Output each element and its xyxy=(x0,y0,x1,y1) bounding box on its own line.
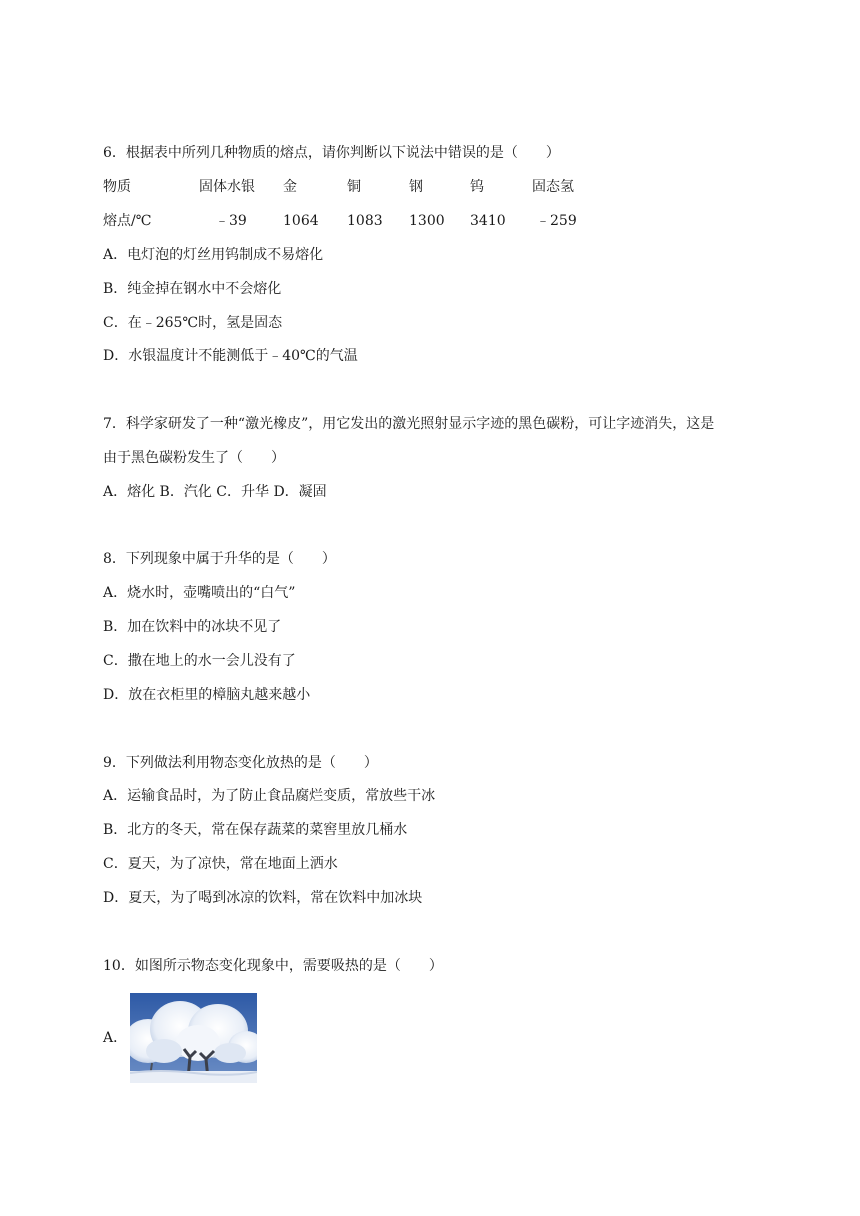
table-value-cell: 1300 xyxy=(409,213,445,229)
q9-option-d[interactable]: D．夏天，为了喝到冰凉的饮料，常在饮料中加冰块 xyxy=(103,890,423,906)
table-value-cell: 3410 xyxy=(470,213,506,229)
q10-option-a-label[interactable]: A． xyxy=(103,1030,128,1046)
q8-option-b[interactable]: B．加在饮料中的冰块不见了 xyxy=(103,619,282,635)
table-value-cell: ﹣259 xyxy=(536,213,577,229)
table-header-cell: 金 xyxy=(283,179,297,195)
q6-option-c[interactable]: C．在﹣265℃时，氢是固态 xyxy=(103,315,283,331)
q6-option-d[interactable]: D．水银温度计不能测低于﹣40℃的气温 xyxy=(103,348,358,364)
q6-option-a[interactable]: A．电灯泡的灯丝用钨制成不易熔化 xyxy=(103,247,324,263)
q8-option-c[interactable]: C．撒在地上的水一会儿没有了 xyxy=(103,653,296,669)
table-header-cell: 钨 xyxy=(470,179,484,195)
table-header-cell: 固体水银 xyxy=(199,179,255,195)
table-header-cell: 铜 xyxy=(347,179,361,195)
q8-stem: 8．下列现象中属于升华的是（ ） xyxy=(103,551,336,567)
table-header-cell: 物质 xyxy=(103,179,131,195)
q6-stem: 6．根据表中所列几种物质的熔点，请你判断以下说法中错误的是（ ） xyxy=(103,145,560,161)
frosted-trees-photo xyxy=(130,993,257,1083)
q8-option-d[interactable]: D．放在衣柜里的樟脑丸越来越小 xyxy=(103,687,311,703)
q9-option-a[interactable]: A．运输食品时，为了防止食品腐烂变质，常放些干冰 xyxy=(103,788,436,804)
table-header-cell: 钢 xyxy=(409,179,423,195)
q10-stem: 10．如图所示物态变化现象中，需要吸热的是（ ） xyxy=(103,958,443,974)
q7-options[interactable]: A．熔化 B．汽化 C．升华 D．凝固 xyxy=(103,484,327,500)
table-value-cell: 1064 xyxy=(283,213,319,229)
table-header-cell: 固态氢 xyxy=(532,179,574,195)
q7-stem-line2: 由于黑色碳粉发生了（ ） xyxy=(103,450,285,466)
q9-option-c[interactable]: C．夏天，为了凉快，常在地面上洒水 xyxy=(103,856,338,872)
q7-stem-line1: 7．科学家研发了一种“激光橡皮”，用它发出的激光照射显示字迹的黑色碳粉，可让字迹消失，这是 xyxy=(103,416,715,432)
q6-option-b[interactable]: B．纯金掉在钢水中不会熔化 xyxy=(103,281,282,297)
table-value-cell: 熔点/℃ xyxy=(103,213,152,229)
q9-option-b[interactable]: B．北方的冬天，常在保存蔬菜的菜窖里放几桶水 xyxy=(103,822,408,838)
q9-stem: 9．下列做法利用物态变化放热的是（ ） xyxy=(103,755,378,771)
q8-option-a[interactable]: A．烧水时，壶嘴喷出的“白气” xyxy=(103,585,296,601)
table-value-cell: ﹣39 xyxy=(215,213,247,229)
table-value-cell: 1083 xyxy=(347,213,383,229)
